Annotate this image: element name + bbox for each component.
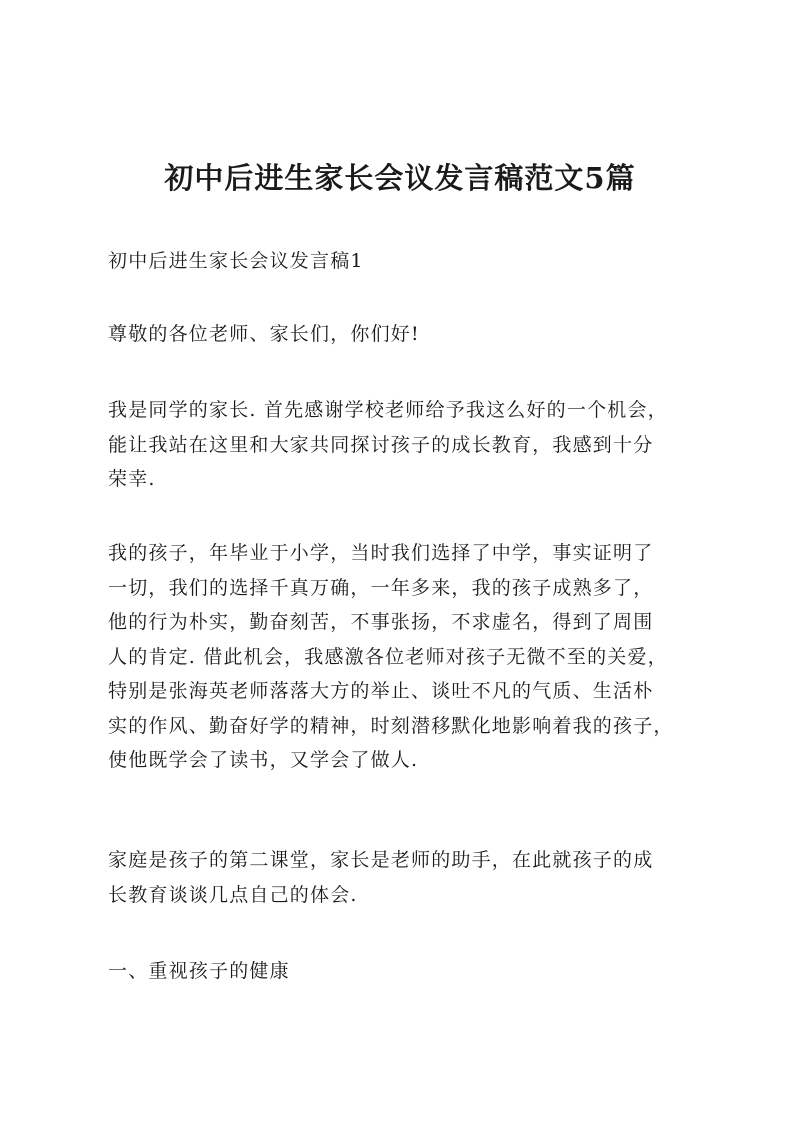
paragraph-line: 实的作风、勤奋好学的精神，时刻潜移默化地影响着我的孩子， xyxy=(108,714,674,737)
paragraph-line: 能让我站在这里和大家共同探讨孩子的成长教育，我感到十分 xyxy=(108,433,654,456)
numbered-heading xyxy=(108,954,708,989)
paragraph-line: 一、重视孩子的健康 xyxy=(108,960,290,982)
paragraph-line: 尊敬的各位老师、家长们，你们好! xyxy=(108,323,420,345)
paragraph-line: 长教育谈谈几点自己的体会. xyxy=(108,883,358,906)
paragraph-line: 使他既学会了读书，又学会了做人. xyxy=(108,749,419,771)
paragraph-line: 他的行为朴实，勤奋刻苦，不事张扬，不求虚名，得到了周围 xyxy=(108,611,654,633)
document-title: 初中后进生家长会议发言稿范文5篇 xyxy=(164,161,636,195)
paragraph-line: 荣幸. xyxy=(108,468,156,490)
paragraph-child xyxy=(108,536,708,778)
paragraph-line: 家庭是孩子的第二课堂，家长是老师的助手，在此就孩子的成 xyxy=(108,849,654,871)
paragraph-line: 我是同学的家长. 首先感谢学校老师给予我这么好的一个机会， xyxy=(108,399,668,421)
paragraph-line: 特别是张海英老师落落大方的举止、谈吐不凡的气质、生活朴 xyxy=(108,680,654,702)
paragraph-family xyxy=(108,843,708,912)
paragraph-line: 人的肯定. 借此机会，我感激各位老师对孩子无微不至的关爱， xyxy=(108,645,668,668)
paragraph-line: 一切，我们的选择千真万确，一年多来，我的孩子成熟多了， xyxy=(108,576,654,599)
paragraph-introduction xyxy=(108,393,708,497)
paragraph-greeting xyxy=(108,317,708,352)
section-heading: 初中后进生家长会议发言稿1 xyxy=(108,250,364,272)
paragraph-line: 我的孩子，年毕业于小学，当时我们选择了中学，事实证明了 xyxy=(108,542,654,564)
